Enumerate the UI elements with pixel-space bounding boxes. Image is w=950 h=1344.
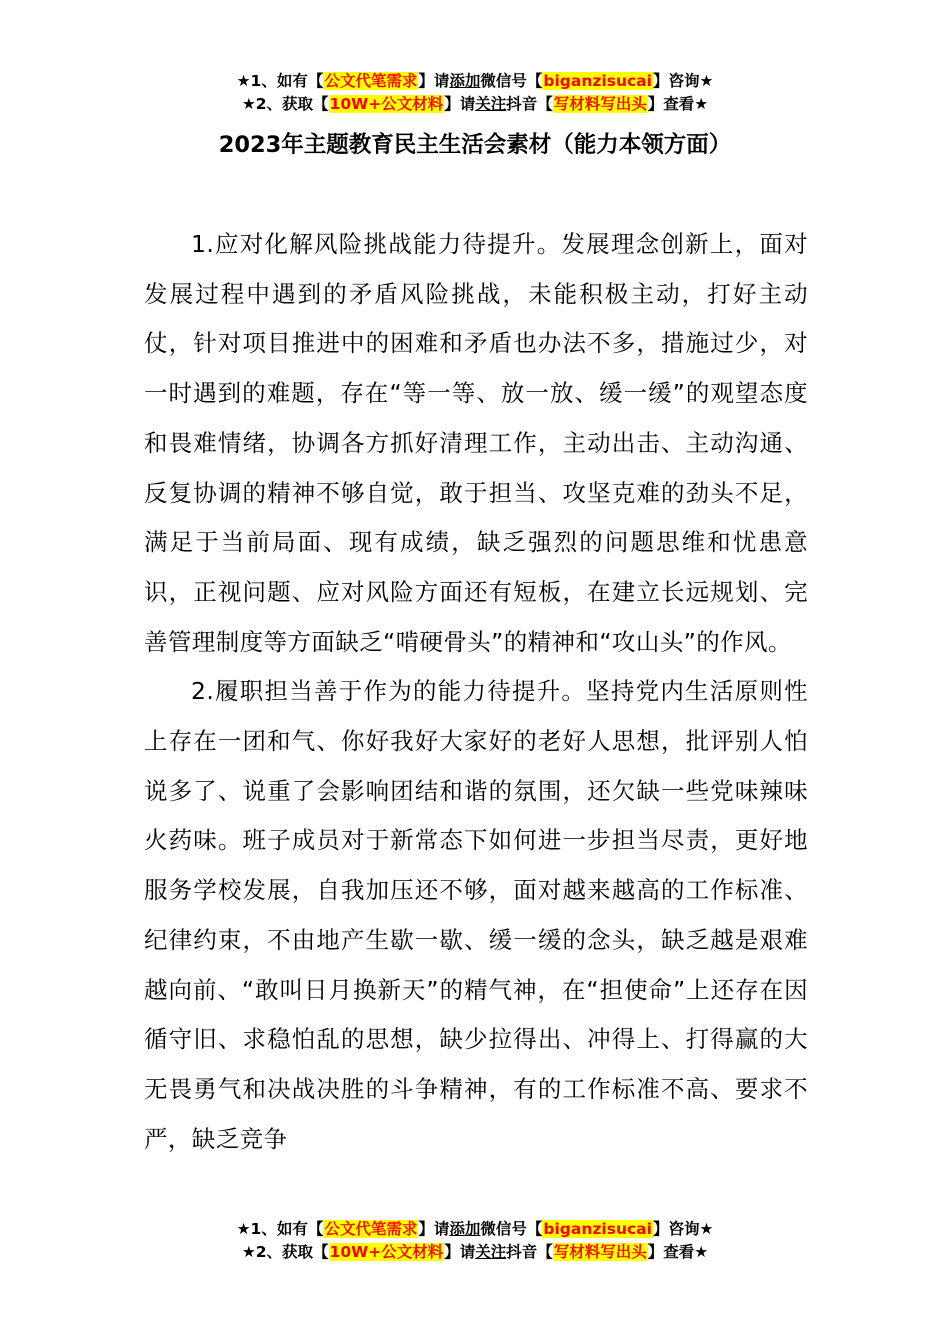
- banner-line-1: ★1、如有【公文代笔需求】请添加微信号【biganzisucai】咨询★: [236, 1220, 714, 1238]
- highlight-douyin-account: 写材料写出头: [553, 95, 647, 113]
- highlight-douyin-account: 写材料写出头: [553, 1243, 647, 1261]
- paragraph-1: 1.应对化解风险挑战能力待提升。发展理念创新上，面对发展过程中遇到的矛盾风险挑战，未能积极主动，打好主动仗，针对项目推进中的困难和矛盾也办法不多，措施过少，对一时遇到的难题，存在“等一等、放一放、缓一缓”的观望态度和畏难情绪，协调各方抓好清理工作，主动出击、主动沟通、反复协调的精神不够自觉，敢于担当、攻坚克难的劲头不足，满足于当前局面、现有成绩，缺乏强烈的问题思维和忧患意识，正视问题、应对风险方面还有短板，在建立长远规划、完善管理制度等方面缺乏“啃硬骨头”的精神和“攻山头”的作风。: [144, 230, 808, 656]
- highlight-wechat-id: biganzisucai: [543, 72, 652, 90]
- highlight-materials: 10W+公文材料: [329, 1243, 444, 1261]
- document-title: 2023年主题教育民主生活会素材（能力本领方面）: [218, 132, 732, 158]
- top-banner: [0, 70, 950, 116]
- bottom-banner: [0, 1218, 950, 1264]
- highlight-service: 公文代笔需求: [324, 72, 418, 90]
- highlight-materials: 10W+公文材料: [329, 95, 444, 113]
- banner-line-1: ★1、如有【公文代笔需求】请添加微信号【biganzisucai】咨询★: [236, 72, 714, 90]
- paragraph-2: 2.履职担当善于作为的能力待提升。坚持党内生活原则性上存在一团和气、你好我好大家好的老好人思想，批评别人怕说多了、说重了会影响团结和谐的氛围，还欠缺一些党味辣味火药味。班子成员对于新常态下如何进一步担当尽责，更好地服务学校发展，自我加压还不够，面对越来越高的工作标准、纪律约束，不由地产生歇一歇、缓一缓的念头，缺乏越是艰难越向前、“敢叫日月换新天”的精气神，在“担使命”上还存在因循守旧、求稳怕乱的思想，缺少拉得出、冲得上、打得赢的大无畏勇气和决战决胜的斗争精神，有的工作标准不高、要求不严，缺乏竞争: [144, 677, 808, 1153]
- document-body: [144, 220, 808, 1164]
- highlight-service: 公文代笔需求: [324, 1220, 418, 1238]
- banner-line-2: ★2、获取【10W+公文材料】请关注抖音【写材料写出头】查看★: [241, 1243, 709, 1261]
- banner-line-2: ★2、获取【10W+公文材料】请关注抖音【写材料写出头】查看★: [241, 95, 709, 113]
- highlight-wechat-id: biganzisucai: [543, 1220, 652, 1238]
